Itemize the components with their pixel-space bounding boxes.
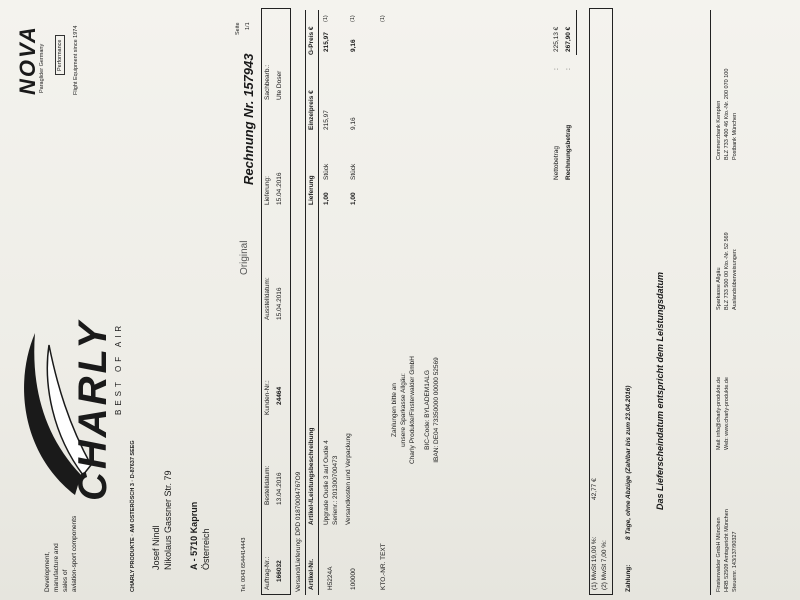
item-nr: H5224A (327, 566, 334, 590)
order-date-value: 13.04.2016 (276, 472, 283, 505)
footer-line: Steuernr. 143/137/90327 (732, 531, 738, 592)
item-tax-code: (1) (350, 15, 356, 22)
item-tax-code: (1) (323, 15, 329, 22)
footer-line: Mail: info@charly-produkte.de (716, 376, 722, 450)
items-divider-bottom (318, 10, 319, 595)
footer-line: Web: www.charly-produkte.de (724, 377, 730, 450)
payment-line: IBAN: DE04 73350000 00000 52569 (433, 357, 440, 463)
sender-line: CHARLY PRODUKTE · AM OSTERÖSCH 3 · D-87637 SEEG (130, 440, 136, 592)
description-line: manufacture and (53, 543, 60, 592)
delivery-value: 15.04.2016 (276, 172, 283, 205)
item-serial: Serienr.: 201300700473 (332, 455, 339, 525)
item-unit-price: 215,97 (323, 110, 330, 130)
delivery-label: Lieferung: (264, 176, 271, 205)
page-value: 1/1 (245, 22, 251, 30)
invoice-title: Rechnung Nr. 157943 (241, 53, 256, 185)
company-description (43, 516, 79, 592)
item-qty: 1,00 (350, 192, 357, 205)
nova-footer: Flight Equipment since 1974 (73, 25, 79, 95)
item-qty: 1,00 (323, 192, 330, 205)
footer-line: Sparkasse Allgäu (716, 267, 722, 310)
recipient-name: Josef Nindl (151, 525, 161, 570)
description-line: aviation-sport components (71, 515, 78, 592)
shipping-info: Versand/Lieferung: DPD 01870004767O9 (295, 471, 302, 592)
col-description: Artikel-/Leistungsbeschreibung (308, 427, 315, 525)
issue-date-value: 15.04.2016 (276, 287, 283, 320)
page-label: Seite (235, 22, 241, 35)
vat-label: (1) MwSt 19,00 %: (591, 536, 598, 590)
vat-value: 42,77 € (591, 478, 598, 500)
invoice-total-label: Rechnungsbetrag (565, 124, 572, 180)
description-line: sales of (62, 569, 69, 592)
footer-bank2 (715, 69, 739, 160)
col-total-price: G-Preis € (308, 26, 315, 55)
item-total: 215,97 (323, 32, 330, 52)
description-line: Development, (44, 551, 51, 592)
nova-badge: Performance (55, 36, 65, 76)
payment-terms: 8 Tage, ohne Abzüge (Zahlbar bis zum 23.04.2016) (625, 385, 632, 540)
item-desc: Versandkosten und Verpackung (345, 433, 352, 525)
footer-company (715, 509, 739, 592)
nova-brand: NOVA (15, 25, 40, 95)
charly-logo (13, 319, 123, 505)
col-delivery: Lieferung (308, 175, 315, 205)
total-underline (576, 10, 577, 55)
col-unit-price: Einzelpreis € (308, 90, 315, 130)
customer-nr-value: 24464 (276, 386, 283, 405)
kto-label: KTO.-NR. TEXT (380, 543, 387, 590)
charly-tagline: BEST OF AIR (114, 321, 123, 415)
footer-line: BLZ 733 500 00 Kto.-Nr. 52 569 (724, 232, 730, 310)
recipient-street: Nikolaus Gassner Str. 79 (163, 470, 173, 570)
items-divider-top (305, 10, 306, 595)
invoice-total-value: 267,90 € (565, 26, 572, 52)
footer-line: Auslandsüberweisungen: (732, 248, 738, 310)
payment-line: Zahlungen bitte an (391, 383, 398, 437)
clerk-value: Ute Doser (276, 70, 283, 100)
footer-line: HRB 52509 Amtsgericht München (724, 509, 730, 592)
col-article-nr: Artikel-Nr. (308, 558, 315, 590)
customer-nr-label: Kunden-Nr.: (264, 380, 271, 415)
footer-line: Commerzbank Kempten (716, 100, 722, 160)
payment-label: Zahlung: (625, 564, 632, 592)
issue-date-label: Ausstelldatum: (264, 277, 271, 320)
footer-line: Finsterwalder GmbH München (716, 517, 722, 592)
vat-box (589, 8, 613, 595)
recipient-country: Österreich (201, 528, 211, 570)
nova-sub: Paraglider Germany (39, 43, 45, 93)
service-date-note: Das Lieferscheindatum entspricht dem Leistungsdatum (655, 271, 665, 510)
recipient-city: A - 5710 Kaprun (189, 501, 199, 570)
footer-divider (710, 10, 711, 595)
payment-line: unsere Sparkasse Allgäu: (400, 373, 407, 447)
order-date-label: Bestelldatum: (264, 465, 271, 505)
footer-line: Postbank München (732, 112, 738, 160)
net-value: 225,13 € (553, 26, 560, 52)
footer-contact (715, 377, 731, 450)
charly-brand: CHARLY (71, 319, 115, 501)
vat-label: (2) MwSt 7,00 %: (601, 540, 608, 590)
clerk-label: Sachbearb.: (264, 64, 271, 100)
order-nr-label: Auftrag-Nr.: (264, 556, 271, 590)
net-label: Nettobetrag (553, 146, 560, 180)
payment-instructions (390, 320, 441, 500)
footer-bank1 (715, 232, 739, 310)
recipient-address (150, 470, 212, 570)
order-nr-value: 166032 (276, 560, 283, 582)
payment-line: Charly Produkte/Finsterwalder GmbH (409, 356, 416, 465)
item-desc: Upgrade Oudie 3 auf Oudie 4 (323, 440, 330, 525)
original-label: Original (239, 240, 250, 275)
item-unit-price: 9,16 (350, 117, 357, 130)
payment-line: BIC-Code: BYLADEM1ALG (424, 370, 431, 450)
kto-tax-code: (1) (380, 15, 386, 22)
invoice-page: Development, manufacture and sales of aviation-sport components CHARLY BEST OF AIR NOVA Paraglider Germany Performance Flight Equipment since 1974 CHARLY PRODUKTE · AM OSTERÖSCH 3 · D-87637 SEEG Josef Nindl Nikolaus Gassner Str. 79 A - 5710 Kaprun Österreich Tel. 0043 6544414443 Original Rechnung Nr. 157943 Seite 1/1 Auftrag-Nr.: 166032 Bestelldatum: 13.04.2016 Kunden-Nr.: 24464 Ausstelldatum: 15.04.2016 Lieferung: 15.04.2016 Sachbearb.: Ute Doser Versand/Lieferung: DPD 01870004767O9 Artikel-Nr. Artikel-/Leistungsbeschreibung Lieferung Einzelpreis € G-Preis € H5224A Upgrade Oudie 3 auf Oudie 4 Serienr.: 201300700473 1,00 Stück 215,97 215,97 (1) 100000 Versandkosten und Verpackung 1,00 Stück 9,16 9,16 (1) KTO.-NR. TEXT (1) Zahlungen bitte an unsere Sparkasse Allgäu: Charly Produkte/Finsterwalder GmbH BIC-Code: BYLADEM1ALG IBAN: DE04 73350000 00000 52569 Nettobetrag : 225,13 € Rechnungsbetrag : 267,90 € (1) MwSt 19,00 %: 42,77 € (2) MwSt 7,00 %: Zahlung: 8 Tage, ohne Abzüge (Zahlbar bis zum 23.04.2016) Das Lieferscheindatum entspricht dem Leistungsdatum Finsterwalder GmbH München HRB 52509 Amtsgericht München Steuernr. 143/137/90327 Mail: info@charly-produkte.de Web: www.charly-produkte.de Sparkasse Allgäu BLZ 733 500 00 Kto.-Nr. 52 569 Auslandsüberweisungen: Commerzbank Kempten BLZ 733 400 46 Kto.-Nr. 200 070 100 Postbank München (5, 0, 795, 600)
recipient-phone: Tel. 0043 6544414443 (241, 537, 247, 592)
footer-line: BLZ 733 400 46 Kto.-Nr. 200 070 100 (724, 68, 730, 160)
item-unit: Stück (323, 163, 330, 180)
item-unit: Stück (350, 163, 357, 180)
item-total: 9,16 (350, 39, 357, 52)
item-nr: 100000 (350, 568, 357, 590)
